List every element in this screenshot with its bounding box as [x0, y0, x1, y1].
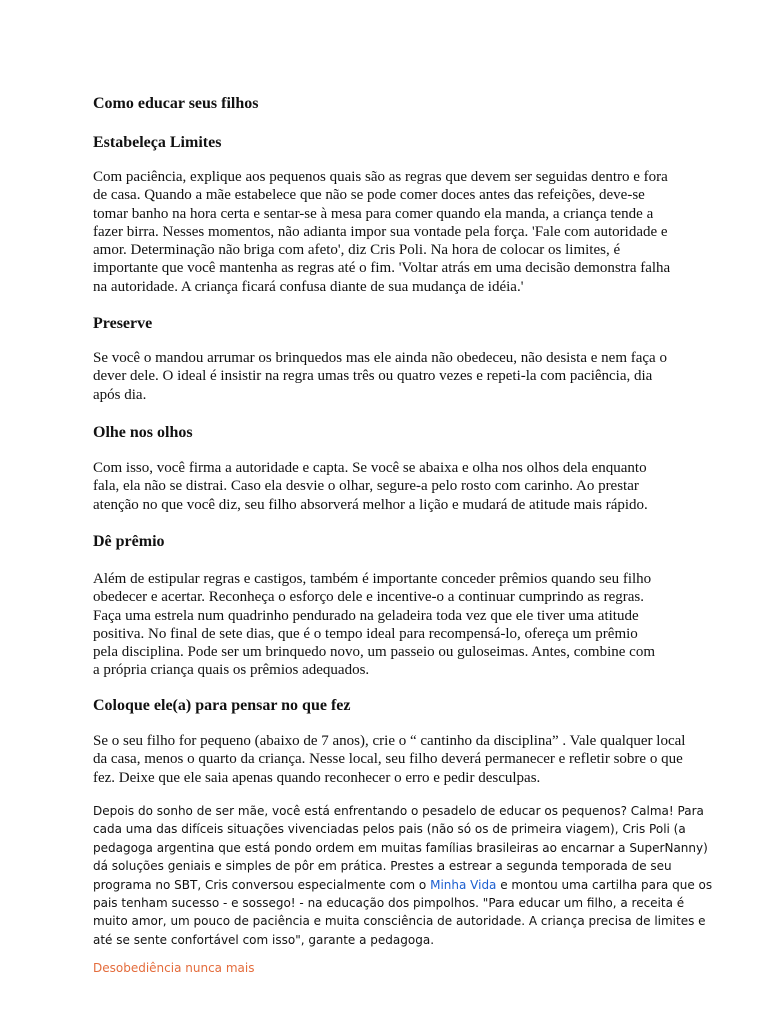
section-text-olhe-nos-olhos: Com isso, você firma a autoridade e capta. Se você se abaixa e olha nos olhos dela enquanto fala, ela não se distrai. Caso ela desvie o olhar, segure-a pelo rosto com carinho. Ao prestar atenção no que você diz, seu filho absorverá melhor a lição e mudará de atitude mais rápido.: [93, 460, 648, 513]
section-heading-de-premio: Dê prêmio: [93, 533, 165, 550]
intro-text-after: e montou uma cartilha para que os pais tenham sucesso - e sossego! - na educação dos pimpolhos. "Para educar um filho, a receita é muito amor, um pouco de paciência e muita consciência de autoridade. A criança precisa de limites e até se sente confortável com isso", garante a pedagoga.: [93, 877, 713, 947]
section-text-preserve: Se você o mandou arrumar os brinquedos mas ele ainda não obedeceu, não desista e nem faça o dever dele. O ideal é insistir na regra umas três ou quatro vezes e repeti-la com paciência, dia após dia.: [93, 350, 667, 403]
section-heading-olhe-nos-olhos: Olhe nos olhos: [93, 424, 193, 441]
subheading-desobediencia: Desobediência nunca mais: [93, 961, 255, 975]
section-heading-coloque-ele: Coloque ele(a) para pensar no que fez: [93, 697, 351, 714]
section-heading-preserve: Preserve: [93, 315, 153, 332]
minha-vida-link[interactable]: Minha Vida: [430, 877, 497, 892]
intro-paragraph: [93, 802, 718, 949]
document-title: Como educar seus filhos: [93, 95, 259, 112]
section-text-de-premio: Além de estipular regras e castigos, também é importante conceder prêmios quando seu filho obedecer e acertar. Reconheça o esforço dele e incentive-o a continuar cumprindo as regras. Faça uma estrela num quadrinho pendurado na geladeira toda vez que ele tiver uma atitude positiva. No final de sete dias, que é o tempo ideal para recompensá-lo, ofereça um prêmio pela disciplina. Pode ser um brinquedo novo, um passeio ou guloseimas. Antes, combine com a própria criança quais os prêmios adequados.: [93, 571, 655, 679]
intro-text-before: Depois do sonho de ser mãe, você está enfrentando o pesadelo de educar os pequenos? Calma! Para cada uma das difíceis situações vivenciadas pelos pais (não só os de primeira viagem), Cris Poli (a pedagoga argentina que está pondo ordem em muitas famílias brasileiras ao encarnar a SuperNanny) dá soluções geniais e simples de pôr em prática. Prestes a estrear a segunda temporada de seu programa no SBT, Cris conversou especialmente com o: [93, 804, 708, 892]
section-text-coloque-ele: Se o seu filho for pequeno (abaixo de 7 anos), crie o “ cantinho da disciplina” . Vale qualquer local da casa, menos o quarto da criança. Nesse local, seu filho deverá permanecer e refletir sobre o que fez. Deixe que ele saia apenas quando reconhecer o erro e pedir desculpas.: [93, 733, 686, 786]
section-heading-estabeleca-limites: Estabeleça Limites: [93, 134, 222, 151]
section-text-estabeleca-limites: Com paciência, explique aos pequenos quais são as regras que devem ser seguidas dentro e fora de casa. Quando a mãe estabelece que não se pode comer doces antes das refeições, deve-se tomar banho na hora certa e sentar-se à mesa para comer quando ela manda, a criança tende a fazer birra. Nesses momentos, não adianta impor sua vontade pela força. 'Fale com autoridade e amor. Determinação não briga com afeto', diz Cris Poli. Na hora de colocar os limites, é importante que você mantenha as regras até o fim. 'Voltar atrás em uma decisão demonstra falha na autoridade. A criança ficará confusa diante de sua mudança de idéia.': [93, 169, 671, 295]
